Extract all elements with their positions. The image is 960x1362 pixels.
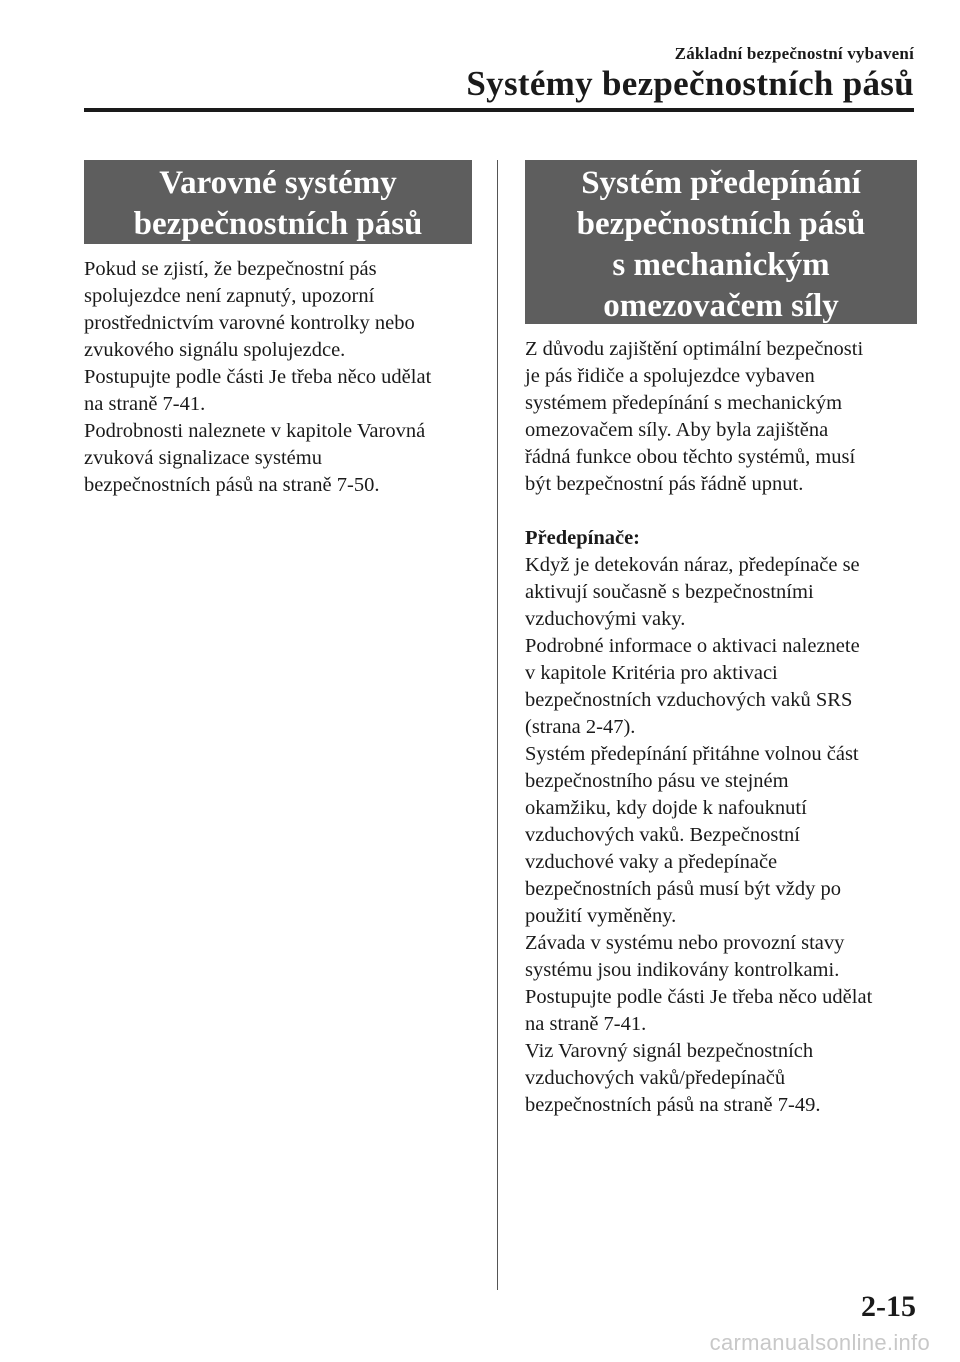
text-line: řádná funkce obou těchto systémů, musí [525, 446, 856, 468]
section-banner-warning-systems [84, 160, 472, 244]
text-line: systému jsou indikovány kontrolkami. [525, 959, 840, 981]
text-line: systémem předepínání s mechanickým [525, 392, 843, 414]
text-line: Z důvodu zajištění optimální bezpečnosti [525, 338, 864, 360]
text-line: na straně 7-41. [84, 393, 206, 415]
section-banner-pretensioner [525, 160, 917, 324]
right-column [525, 160, 917, 1119]
header-rule [84, 108, 914, 112]
text-line: zvuková signalizace systému [84, 447, 322, 469]
text-line: bezpečnostního pásu ve stejném [525, 770, 789, 792]
pretensioner-text [525, 336, 917, 1119]
text-line: bezpečnostních vzduchových vaků SRS [525, 689, 853, 711]
banner-line: Varovné systémy [159, 165, 397, 201]
text-line: Když je detekován náraz, předepínače se [525, 554, 860, 576]
banner-line: bezpečnostních pásů [576, 206, 866, 242]
text-line: použití vyměněny. [525, 905, 677, 927]
banner-line: s mechanickým [612, 247, 830, 283]
text-line: spolujezdce není zapnutý, upozorní [84, 285, 375, 307]
watermark-text: carmanualsonline.info [709, 1330, 930, 1355]
text-line: bezpečnostních pásů na straně 7-49. [525, 1094, 821, 1116]
text-line: Systém předepínání přitáhne volnou část [525, 743, 859, 765]
page-number: 2-15 [861, 1290, 916, 1323]
subheading-pretensioners: Předepínače: [525, 527, 640, 549]
text-line: v kapitole Kritéria pro aktivaci [525, 662, 778, 684]
text-line: Pokud se zjistí, že bezpečnostní pás [84, 258, 377, 280]
text-line: Podrobnosti naleznete v kapitole Varovná [84, 420, 426, 442]
text-line: na straně 7-41. [525, 1013, 647, 1035]
left-column [84, 160, 472, 499]
text-line: omezovačem síly. Aby byla zajištěna [525, 419, 829, 441]
text-line: vzduchovými vaky. [525, 608, 686, 630]
banner-line: omezovačem síly [603, 288, 839, 324]
text-line: (strana 2-47). [525, 716, 636, 738]
text-line: Závada v systému nebo provozní stavy [525, 932, 845, 954]
text-line: prostřednictvím varovné kontrolky nebo [84, 312, 415, 334]
text-line: vzduchových vaků. Bezpečnostní [525, 824, 800, 846]
text-line: vzduchových vaků/předepínačů [525, 1067, 786, 1089]
text-line: Postupujte podle části Je třeba něco udělat [84, 366, 432, 388]
text-line: okamžiku, kdy dojde k nafouknutí [525, 797, 807, 819]
page-title: Systémy bezpečnostních pásů [466, 64, 914, 103]
text-line: bezpečnostních pásů musí být vždy po [525, 878, 841, 900]
column-divider [497, 160, 498, 1290]
text-line: vzduchové vaky a předepínače [525, 851, 778, 873]
text-line: aktivují současně s bezpečnostními [525, 581, 814, 603]
text-line: bezpečnostních pásů na straně 7-50. [84, 474, 380, 496]
text-line: být bezpečnostní pás řádně upnut. [525, 473, 804, 495]
banner-line: Systém předepínání [581, 165, 861, 201]
text-line: Podrobné informace o aktivaci naleznete [525, 635, 860, 657]
chapter-kicker: Základní bezpečnostní vybavení [674, 44, 914, 63]
text-line: zvukového signálu spolujezdce. [84, 339, 346, 361]
text-line: Viz Varovný signál bezpečnostních [525, 1040, 814, 1062]
banner-line: bezpečnostních pásů [133, 206, 423, 242]
warning-systems-text [84, 256, 472, 499]
text-line: Postupujte podle části Je třeba něco udělat [525, 986, 873, 1008]
text-line: je pás řidiče a spolujezdce vybaven [525, 365, 815, 387]
